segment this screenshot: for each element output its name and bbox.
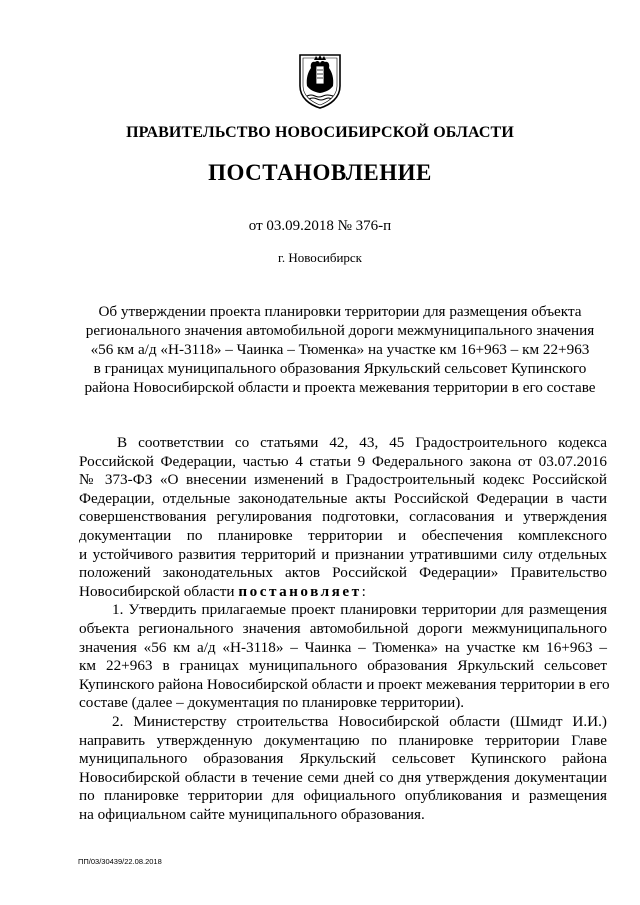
body-line: объекта регионального значения автомобильной дороги межмуниципального — [79, 619, 607, 637]
body-line: документации по планировке территории и обеспечения комплексного — [79, 526, 607, 544]
body-line: 2. Министерству строительства Новосибирской области (Шмидт И.И.) — [112, 712, 607, 730]
item-1-paragraph — [79, 601, 610, 713]
body-line: Купинского района Новосибирской области и проект межевания территории в его — [79, 675, 610, 693]
decree-word: постановляет — [238, 582, 362, 600]
date-number-line: от 03.09.2018 № 376-п — [248, 218, 392, 234]
government-title: ПРАВИТЕЛЬСТВО НОВОСИБИРСКОЙ ОБЛАСТИ — [126, 124, 514, 141]
subject-line: в границах муниципального образования Яркульский сельсовет Купинского — [93, 360, 587, 377]
body-line: № 373-ФЗ «О внесении изменений в Градостроительный кодекс Российской — [79, 471, 607, 489]
body-line: положений законодательных актов Российской Федерации» Правительство — [79, 564, 607, 582]
document-body — [79, 434, 610, 824]
body-line: и устойчивого развития территорий и признании утратившими силу отдельных — [79, 545, 607, 563]
footer-code: ПП/03/30439/22.08.2018 — [78, 857, 162, 866]
body-line: 1. Утвердить прилагаемые проект планировки территории для размещения — [112, 601, 607, 619]
subject-block — [80, 302, 600, 397]
document-type-heading: ПОСТАНОВЛЕНИЕ — [208, 160, 432, 185]
item-2-paragraph — [79, 713, 607, 825]
body-line-last: на официальном сайте муниципального образования. — [79, 805, 425, 823]
subject-line: Об утверждении проекта планировки территории для размещения объекта — [98, 303, 582, 320]
body-line: совершенствования регулирования подготовки, согласования и утверждения — [79, 508, 607, 526]
body-line: значения «56 км а/д «Н-3118» – Чаинка – Тюменка» на участке км 16+963 – — [79, 638, 607, 656]
body-line: по планировке территории для официального опубликования и размещения — [79, 787, 607, 805]
city-line: г. Новосибирск — [277, 250, 362, 265]
coat-of-arms-icon — [297, 52, 343, 110]
body-line: В соответствии со статьями 42, 43, 45 Градостроительного кодекса — [117, 434, 607, 451]
subject-line: «56 км а/д «Н-3118» – Чаинка – Тюменка» на участке км 16+963 – км 22+963 — [90, 341, 590, 358]
preamble-paragraph — [79, 434, 607, 601]
body-line-prefix: Новосибирской области — [79, 582, 235, 600]
subject-line: района Новосибирской области и проекта межевания территории в его составе — [84, 379, 596, 396]
body-line: Российской Федерации, частью 4 статьи 9 Федерального закона от 03.07.2016 — [79, 452, 607, 470]
body-line: направить утвержденную документацию по планировке территории Главе — [79, 731, 607, 749]
body-line: км 22+963 в границах муниципального образования Яркульский сельсовет — [79, 657, 607, 675]
body-line-last — [79, 583, 607, 602]
body-line-last: составе (далее – документация по планировке территории). — [79, 694, 465, 712]
body-line: Федерации, отдельные законодательные акты Российской Федерации в части — [79, 489, 607, 507]
body-line: муниципального образования Яркульский сельсовет Купинского района — [79, 750, 607, 768]
subject-line: регионального значения автомобильной дороги межмуниципального значения — [85, 322, 595, 339]
decree-suffix: : — [361, 582, 366, 600]
body-line: Новосибирской области в течение семи дней со дня утверждения документации — [79, 768, 607, 786]
